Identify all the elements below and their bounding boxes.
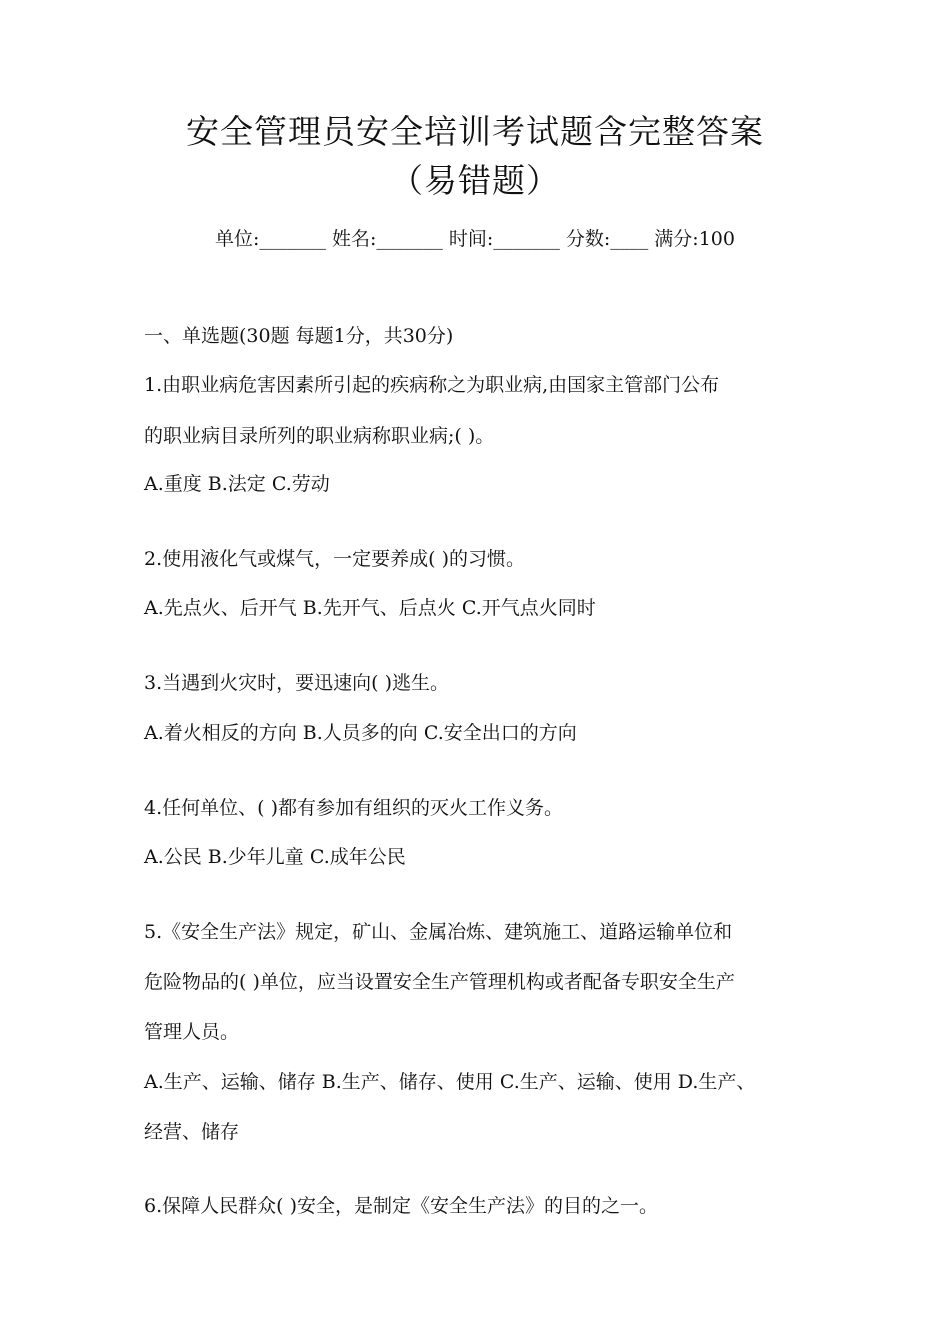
exam-info-line: 单位:_______ 姓名:_______ 时间:_______ 分数:____ 满分:100 [215, 228, 735, 250]
question-1-stem-line-2: 的职业病目录所列的职业病称职业病;( )。 [144, 425, 495, 447]
question-6-stem: 6.保障人民群众( )安全，是制定《安全生产法》的目的之一。 [144, 1195, 658, 1217]
question-1-stem-line-1: 1.由职业病危害因素所引起的疾病称之为职业病,由国家主管部门公布 [144, 374, 720, 396]
question-1-options: A.重度 B.法定 C.劳动 [144, 473, 330, 495]
question-5-options-line-2: 经营、储存 [144, 1121, 240, 1143]
question-3-stem: 3.当遇到火灾时，要迅速向( )逃生。 [144, 672, 449, 694]
question-5-stem-line-1: 5.《安全生产法》规定，矿山、金属冶炼、建筑施工、道路运输单位和 [144, 921, 733, 943]
question-5-stem-line-2: 危险物品的( )单位，应当设置安全生产管理机构或者配备专职安全生产 [144, 971, 735, 993]
section-heading: 一、单选题(30题 每题1分，共30分) [144, 325, 454, 347]
document-title-line-1: 安全管理员安全培训考试题含完整答案 [186, 112, 764, 151]
question-5-options-line-1: A.生产、运输、储存 B.生产、储存、使用 C.生产、运输、使用 D.生产、 [144, 1071, 756, 1093]
document-title-line-2: （易错题） [390, 161, 560, 200]
question-5-stem-line-3: 管理人员。 [144, 1021, 240, 1043]
question-4-stem: 4.任何单位、( )都有参加有组织的灭火工作义务。 [144, 797, 563, 819]
question-3-options: A.着火相反的方向 B.人员多的向 C.安全出口的方向 [144, 722, 577, 744]
question-4-options: A.公民 B.少年儿童 C.成年公民 [144, 846, 406, 868]
question-2-options: A.先点火、后开气 B.先开气、后点火 C.开气点火同时 [144, 597, 596, 619]
question-2-stem: 2.使用液化气或煤气，一定要养成( )的习惯。 [144, 548, 525, 570]
